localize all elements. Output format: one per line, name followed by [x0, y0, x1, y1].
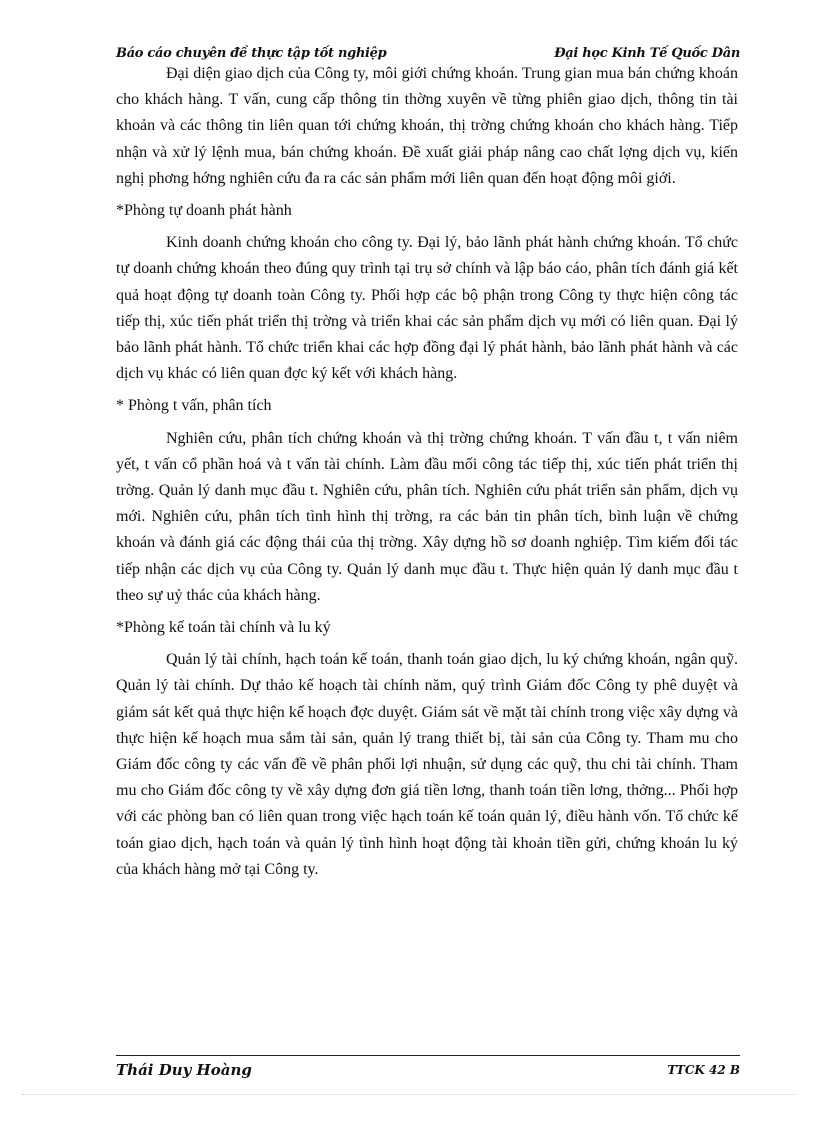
paragraph-brokerage: Đại diện giao dịch của Công ty, môi giới chứng khoán. Trung gian mua bán chứng khoán cho khách hàng. T vấn, cung cấp thông tin thờng xuyên về từng phiên giao dịch, thông tin tài khoản và các thông tin liên quan tới chứng khoán, thị trờng chứng khoán cho khách hàng. Tiếp nhận và xử lý lệnh mua, bán chứng khoán. Đề xuất giải pháp nâng cao chất lợng dịch vụ, kiến nghị phơng hớng nghiên cứu đa ra các sản phẩm mới liên quan đến hoạt động môi giới.	[116, 65, 738, 187]
document-body	[116, 61, 738, 883]
footer-author: Thái Duy Hoàng	[116, 1061, 252, 1079]
footer-class: TTCK 42 B	[667, 1063, 740, 1077]
footer-divider	[116, 1055, 740, 1056]
paragraph-advisory-analysis: Nghiên cứu, phân tích chứng khoán và thị trờng chứng khoán. T vấn đầu t, t vấn niêm yết, t vấn cổ phần hoá và t vấn tài chính. Làm đầu mối công tác tiếp thị, xúc tiến phát triển thị trờng. Quản lý danh mục đầu t. Nghiên cứu, phân tích. Nghiên cứu phát triển sản phẩm, dịch vụ mới. Nghiên cứu, phân tích tình hình thị trờng, ra các bản tin phân tích, bình luận về chứng khoán và đánh giá các động thái của thị trờng. Xây dựng hồ sơ doanh nghiệp. Tìm kiếm đối tác tiếp nhận các dịch vụ của Công ty. Quản lý danh mục đầu t. Thực hiện quản lý danh mục đầu t theo sự uỷ thác của khách hàng.	[116, 429, 738, 604]
header-university: Đại học Kinh Tế Quốc Dân	[554, 46, 740, 61]
heading-proprietary-trading: *Phòng tự doanh phát hành	[116, 202, 292, 220]
paragraph-accounting-custody: Quản lý tài chính, hạch toán kế toán, thanh toán giao dịch, lu ký chứng khoán, ngân quỹ. Quản lý tài chính. Dự thảo kế hoạch tài chính năm, quý trình Giám đốc Công ty phê duyệt và giám sát kết quả thực hiện kế hoạch đợc duyệt. Giám sát về mặt tài chính trong việc xây dựng và thực hiện kế hoạch mua sắm tài sản, quản lý trang thiết bị, tài sản của Công ty. Tham mu cho Giám đốc công ty các vấn đề về phân phối lợi nhuận, sử dụng các quỹ, thu chi tài chính. Tham mu cho Giám đốc công ty về xây dựng đơn giá tiền lơng, thanh toán tiền lơng, thởng... Phối hợp với các phòng ban có liên quan trong việc hạch toán kế toán quản lý, điều hành vốn. Tổ chức kế toán giao dịch, hạch toán và quản lý tình hình hoạt động tài khoản tiền gửi, chứng khoán lu ký của khách hàng mở tại Công ty.	[116, 651, 738, 878]
paragraph-proprietary-trading: Kinh doanh chứng khoán cho công ty. Đại lý, bảo lãnh phát hành chứng khoán. Tổ chức tự doanh chứng khoán theo đúng quy trình tại trụ sở chính và lập báo cáo, phân tích đánh giá kết quả hoạt động tự doanh toàn Công ty. Phối hợp các bộ phận trong Công ty thực hiện công tác tiếp thị, xúc tiến phát triển thị trờng và triển khai các sản phẩm dịch vụ mới có liên quan. Đại lý bảo lãnh phát hành. Tổ chức triển khai các hợp đồng đại lý phát hành, bảo lãnh phát hành và các dịch vụ khác có liên quan đợc ký kết với khách hàng.	[116, 234, 738, 383]
page-break-dotted-line	[22, 1094, 796, 1095]
heading-advisory-analysis: * Phòng t vấn, phân tích	[116, 397, 272, 415]
page-footer	[116, 1061, 740, 1081]
heading-accounting-custody: *Phòng kế toán tài chính và lu ký	[116, 619, 331, 637]
header-report-title: Báo cáo chuyên đề thực tập tốt nghiệp	[116, 46, 387, 61]
